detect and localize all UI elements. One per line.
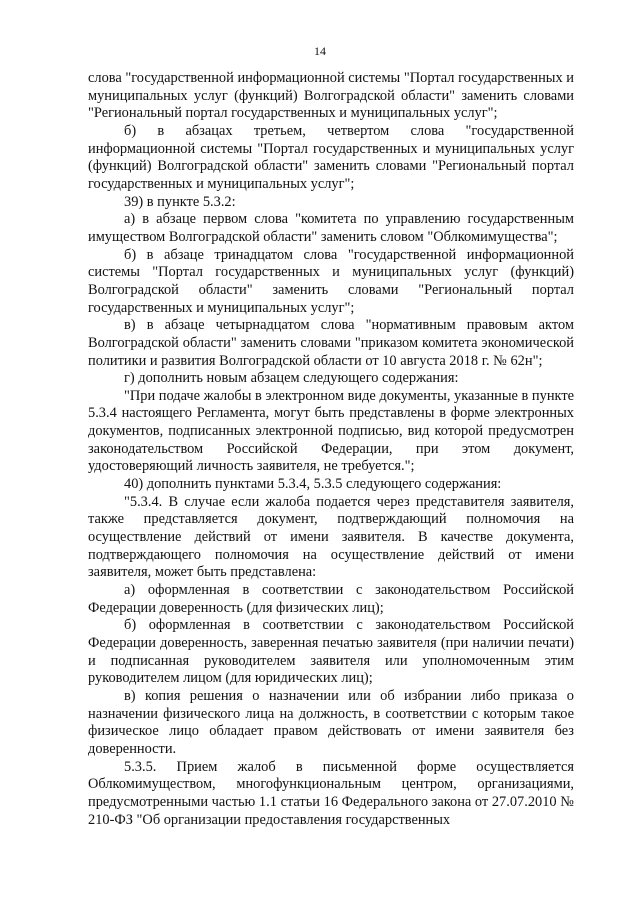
paragraph: 40) дополнить пунктами 5.3.4, 5.3.5 следующего содержания: [124, 476, 502, 493]
paragraph: 5.3.5. Прием жалоб в письменной форме осуществляется Облкомимуществом, многофункциональным центром, организациями, предусмотренными частью 1.1 статьи 16 Федерального закона от 27.07.2010 № 210-ФЗ "Об организации предоставления государственных [88, 758, 574, 828]
paragraph: б) в абзацах третьем, четвертом слова "государственной информационной системы "Портал государственных и муниципальных услуг (функций) Волгоградской области" заменить словами "Региональный портал государственных и муниципальных услуг"; [88, 122, 574, 192]
paragraph: слова "государственной информационной системы "Портал государственных и муниципальных услуг (функций) Волгоградской области" заменить словами "Региональный портал государственных и муниципальных услуг"; [88, 70, 574, 122]
paragraph: б) в абзаце тринадцатом слова "государственной информационной системы "Портал государственных и муниципальных услуг (функций) Волгоградской области" заменить словами "Региональный портал государственных и муниципальных услуг"; [88, 246, 574, 316]
page-number: 14 [314, 44, 326, 58]
paragraph: "5.3.4. В случае если жалоба подается через представителя заявителя, также представляется документ, подтверждающий полномочия на осуществление действий от имени заявителя. В качестве документа, подтверждающего полномочия на осуществление действий от имени заявителя, может быть представлена: [88, 493, 574, 581]
paragraph: а) оформленная в соответствии с законодательством Российской Федерации доверенность (для физических лиц); [88, 582, 574, 616]
document-body [88, 70, 574, 829]
paragraph: в) в абзаце четырнадцатом слова "нормативным правовым актом Волгоградской области" заменить словами "приказом комитета экономической политики и развития Волгоградской области от 10 августа 2018 г. № 62н"; [88, 317, 574, 369]
paragraph: г) дополнить новым абзацем следующего содержания: [124, 370, 459, 387]
paragraph: б) оформленная в соответствии с законодательством Российской Федерации доверенность, заверенная печатью заявителя (при наличии печати) и подписанная руководителем заявителя или уполномоченным этим руководителем лицом (для юридических лиц); [88, 617, 574, 687]
paragraph: 39) в пункте 5.3.2: [124, 193, 236, 210]
paragraph: "При подаче жалобы в электронном виде документы, указанные в пункте 5.3.4 настоящего Регламента, могут быть представлены в форме электронных документов, подписанных электронной подписью, вид которой предусмотрен законодательством Российской Федерации, при этом документ, удостоверяющий личность заявителя, не требуется."; [88, 387, 574, 475]
paragraph: а) в абзаце первом слова "комитета по управлению государственным имуществом Волгоградской области" заменить словом "Облкомимущества"; [88, 211, 574, 245]
paragraph: в) копия решения о назначении или об избрании либо приказа о назначении физического лица на должность, в соответствии с которым такое физическое лицо обладает правом действовать от имени заявителя без доверенности. [88, 687, 574, 757]
